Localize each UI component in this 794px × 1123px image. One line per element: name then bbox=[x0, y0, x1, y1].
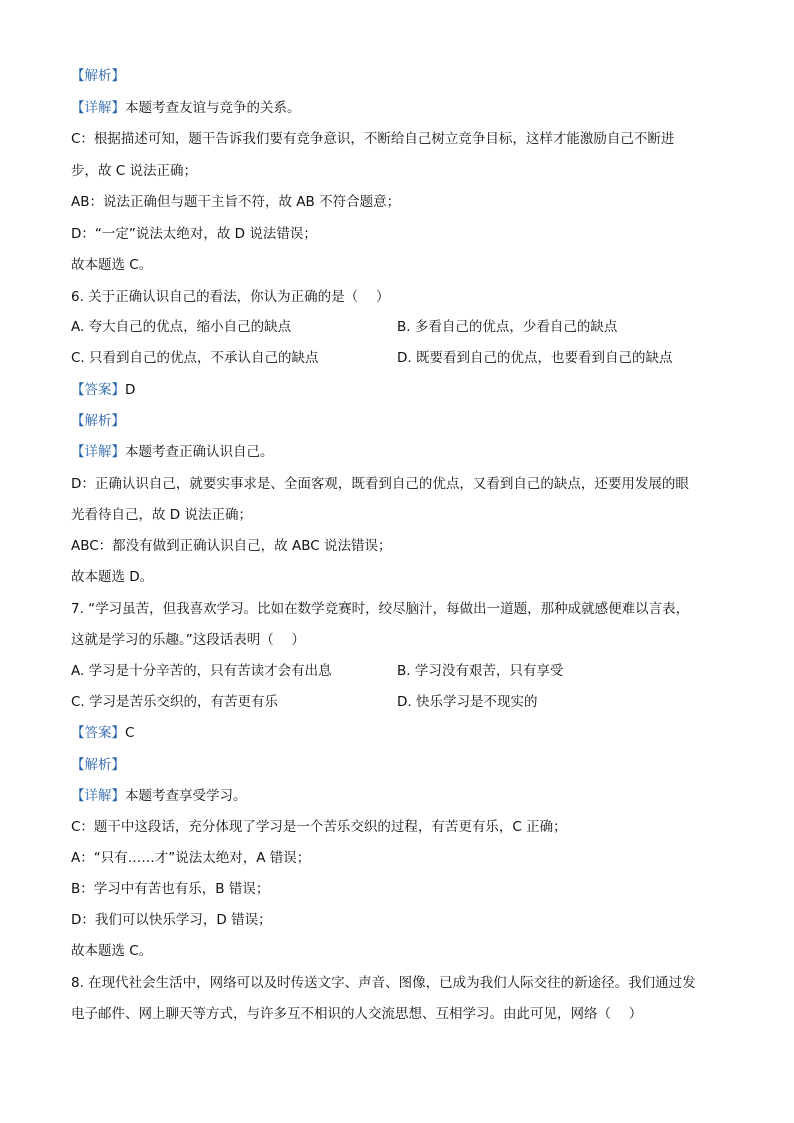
analysis-heading bbox=[71, 67, 125, 85]
detail-line bbox=[71, 443, 274, 461]
detail-line bbox=[71, 787, 247, 805]
analysis-tag: 【解析】 bbox=[71, 757, 125, 773]
explanation-line: 光看待自己，故 D 说法正确； bbox=[71, 507, 252, 523]
analysis-tag: 【解析】 bbox=[71, 413, 125, 429]
detail-text: 本题考查正确认识自己。 bbox=[125, 444, 274, 460]
question-8-stem-cont: 电子邮件、网上聊天等方式，与许多互不相识的人交流思想、互相学习。由此可见，网络（ ） bbox=[71, 1006, 643, 1022]
question-7-option-d: D. 快乐学习是不现实的 bbox=[397, 694, 538, 710]
detail-tag: 【详解】 bbox=[71, 444, 125, 460]
explanation-line: A：“只有……才”说法太绝对，A 错误； bbox=[71, 850, 311, 866]
detail-line bbox=[71, 99, 301, 117]
question-7-option-c: C. 学习是苦乐交织的，有苦更有乐 bbox=[71, 694, 279, 710]
question-7-stem: 7. “学习虽苦，但我喜欢学习。比如在数学竞赛时，绞尽脑汁，每做出一道题，那种成就感便难以言表， bbox=[71, 601, 690, 617]
question-6-option-d: D. 既要看到自己的优点，也要看到自己的缺点 bbox=[397, 350, 673, 366]
explanation-line: C：根据描述可知，题干告诉我们要有竞争意识，不断给自己树立竞争目标，这样才能激励自己不断进 bbox=[71, 131, 675, 147]
conclusion-line: 故本题选 C。 bbox=[71, 943, 153, 959]
explanation-line: D：“一定”说法太绝对，故 D 说法错误； bbox=[71, 226, 317, 242]
question-7-option-a: A. 学习是十分辛苦的，只有苦读才会有出息 bbox=[71, 663, 332, 679]
explanation-line: D：正确认识自己，就要实事求是、全面客观，既看到自己的优点，又看到自己的缺点，还要用发展的眼 bbox=[71, 476, 689, 492]
analysis-heading bbox=[71, 412, 125, 430]
question-7-option-b: B. 学习没有艰苦，只有享受 bbox=[397, 663, 564, 679]
question-6-answer bbox=[71, 381, 135, 399]
analysis-heading bbox=[71, 756, 125, 774]
question-6-stem: 6. 关于正确认识自己的看法，你认为正确的是（ ） bbox=[71, 289, 390, 305]
explanation-line: ABC：都没有做到正确认识自己，故 ABC 说法错误； bbox=[71, 538, 392, 554]
conclusion-line: 故本题选 D。 bbox=[71, 569, 154, 585]
question-7-stem-cont: 这就是学习的乐趣。”这段话表明（ ） bbox=[71, 632, 306, 648]
explanation-line: AB：说法正确但与题干主旨不符，故 AB 不符合题意； bbox=[71, 194, 401, 210]
explanation-line: D：我们可以快乐学习，D 错误； bbox=[71, 912, 272, 928]
question-7-answer bbox=[71, 724, 134, 742]
explanation-line: 步，故 C 说法正确； bbox=[71, 163, 198, 179]
question-8-stem: 8. 在现代社会生活中，网络可以及时传送文字、声音、图像，已成为我们人际交往的新途径。我们通过发 bbox=[71, 975, 696, 991]
answer-value: C bbox=[125, 725, 135, 741]
detail-text: 本题考查友谊与竞争的关系。 bbox=[125, 100, 301, 116]
question-6-option-b: B. 多看自己的优点，少看自己的缺点 bbox=[397, 319, 618, 335]
detail-text: 本题考查享受学习。 bbox=[125, 788, 247, 804]
explanation-line: B：学习中有苦也有乐，B 错误； bbox=[71, 881, 270, 897]
question-6-option-c: C. 只看到自己的优点，不承认自己的缺点 bbox=[71, 350, 319, 366]
detail-tag: 【详解】 bbox=[71, 788, 125, 804]
detail-tag: 【详解】 bbox=[71, 100, 125, 116]
question-6-option-a: A. 夸大自己的优点，缩小自己的缺点 bbox=[71, 319, 292, 335]
answer-value: D bbox=[125, 382, 136, 398]
analysis-tag: 【解析】 bbox=[71, 68, 125, 84]
conclusion-line: 故本题选 C。 bbox=[71, 257, 153, 273]
explanation-line: C：题干中这段话，充分体现了学习是一个苦乐交织的过程，有苦更有乐，C 正确； bbox=[71, 819, 567, 835]
answer-tag: 【答案】 bbox=[71, 725, 125, 741]
answer-tag: 【答案】 bbox=[71, 382, 125, 398]
